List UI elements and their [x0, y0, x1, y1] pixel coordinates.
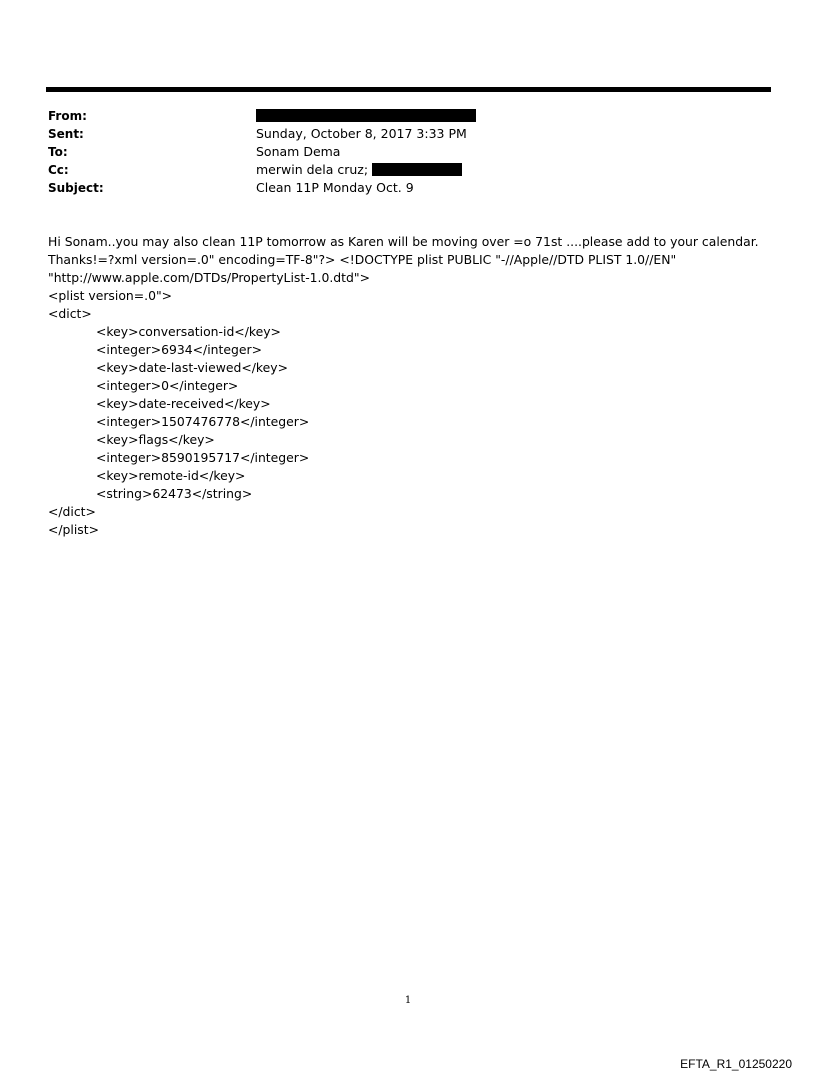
sent-value: Sunday, October 8, 2017 3:33 PM — [256, 126, 467, 141]
to-label: To: — [48, 145, 68, 159]
body-line: <integer>1507476778</integer> — [96, 414, 310, 429]
subject-value: Clean 11P Monday Oct. 9 — [256, 180, 414, 195]
body-line: <key>flags</key> — [96, 432, 215, 447]
sent-row — [48, 125, 748, 143]
body-line: </plist> — [48, 522, 100, 537]
document-id: EFTA_R1_01250220 — [680, 1057, 792, 1071]
email-header — [48, 107, 748, 197]
to-row — [48, 143, 748, 161]
body-line: <key>date-last-viewed</key> — [96, 360, 288, 375]
body-line: "http://www.apple.com/DTDs/PropertyList-1.0.dtd"> — [48, 270, 370, 285]
redaction-bar — [372, 163, 462, 176]
from-value — [256, 107, 476, 125]
page-number: 1 — [404, 995, 412, 1006]
body-line: <integer>8590195717</integer> — [96, 450, 310, 465]
body-line: <key>date-received</key> — [96, 396, 271, 411]
cc-value-wrap — [256, 161, 462, 179]
body-line: Thanks!=?xml version=.0" encoding=TF-8"?> <!DOCTYPE plist PUBLIC "-//Apple//DTD PLIST 1.0//EN" — [48, 252, 677, 267]
subject-row — [48, 179, 748, 197]
to-value: Sonam Dema — [256, 144, 341, 159]
from-row — [48, 107, 748, 125]
redaction-bar — [256, 109, 476, 122]
body-line: <string>62473</string> — [96, 486, 253, 501]
cc-label: Cc: — [48, 163, 69, 177]
body-line: <key>remote-id</key> — [96, 468, 246, 483]
body-line: <integer>6934</integer> — [96, 342, 262, 357]
body-line: <integer>0</integer> — [96, 378, 239, 393]
body-line: <plist version=.0"> — [48, 288, 173, 303]
body-line: <key>conversation-id</key> — [96, 324, 281, 339]
cc-value: merwin dela cruz; — [256, 162, 369, 177]
body-line: <dict> — [48, 306, 92, 321]
header-divider — [46, 87, 771, 92]
cc-row — [48, 161, 748, 179]
subject-label: Subject: — [48, 181, 104, 195]
from-label: From: — [48, 109, 87, 123]
body-line: Hi Sonam..you may also clean 11P tomorrow as Karen will be moving over =o 71st ....please add to your calendar. — [48, 234, 759, 249]
body-line: </dict> — [48, 504, 96, 519]
email-body — [48, 233, 788, 539]
sent-label: Sent: — [48, 127, 84, 141]
